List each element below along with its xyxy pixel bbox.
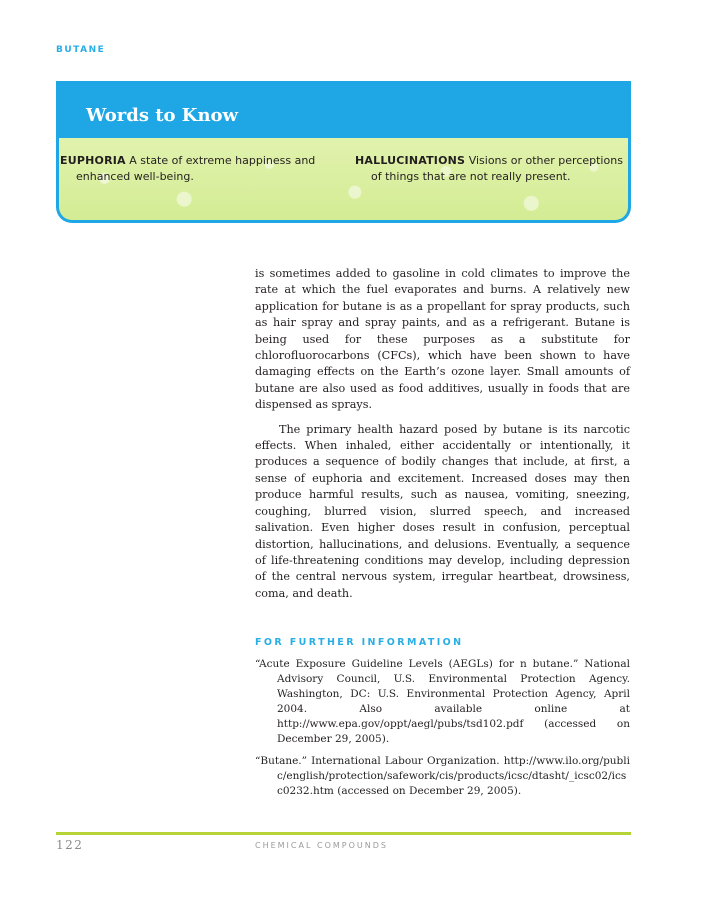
reference-text: “Acute Exposure Guideline Levels (AEGLs) for n butane.” National Advisory Council, U.S. Environmental Protection Agency. Washington, DC: U.S. Environmental Protection Agency, April 2004. Also available online at bbox=[255, 658, 630, 715]
body-paragraph: is sometimes added to gasoline in cold climates to improve the rate at which the fuel evaporates and burns. A relatively new application for butane is as a propellant for spray products, such as hair spray and spray paints, and as a refrigerant. Butane is being used for these purposes as a substitute for chlorofluorocarbons (CFCs), which have been shown to have damaging effects on the Earth’s ozone layer. Small amounts of butane are also used as food additives, usually in foods that are dispensed as sprays. bbox=[255, 267, 630, 412]
reference-item bbox=[255, 754, 630, 799]
references bbox=[255, 657, 630, 806]
reference-item bbox=[255, 657, 630, 747]
definition-euphoria bbox=[60, 153, 361, 185]
definition-text: Visions or other perceptions of things that are not really present. bbox=[371, 154, 623, 183]
words-to-know-box bbox=[56, 81, 631, 223]
reference-link[interactable]: http://www.epa.gov/oppt/aegl/pubs/tsd102.pdf bbox=[277, 718, 524, 730]
page-number: 122 bbox=[56, 838, 84, 852]
definition-text: A state of extreme happiness and enhanced well-being. bbox=[76, 154, 316, 183]
words-to-know-title: Words to Know bbox=[86, 105, 239, 126]
further-information-heading: FOR FURTHER INFORMATION bbox=[255, 637, 464, 648]
book-title: CHEMICAL COMPOUNDS bbox=[255, 841, 388, 850]
running-head: BUTANE bbox=[56, 45, 106, 55]
definition-term: EUPHORIA bbox=[60, 154, 126, 167]
reference-accessed: (accessed on December 29, 2005). bbox=[337, 785, 522, 797]
reference-text: “Butane.” International Labour Organization. bbox=[255, 755, 500, 767]
words-to-know-header bbox=[59, 81, 628, 138]
footer-rule bbox=[56, 832, 631, 835]
definition-hallucinations bbox=[355, 153, 631, 185]
body-text bbox=[255, 266, 630, 610]
definition-term: HALLUCINATIONS bbox=[355, 154, 466, 167]
reference-link[interactable]: http://www.ilo.org/public/english/protection/safework/cis/products/icsc/dtasht/_icsc02/icsc0232.htm bbox=[277, 755, 630, 797]
body-paragraph: The primary health hazard posed by butane is its narcotic effects. When inhaled, either accidentally or intentionally, it produces a sequence of bodily changes that include, at first, a sense of euphoria and excitement. Increased doses may then produce harmful results, such as nausea, vomiting, sneezing, coughing, blurred vision, slurred speech, and increased salivation. Even higher doses result in confusion, perceptual distortion, hallucinations, and delusions. Eventually, a sequence of life-threatening conditions may develop, including depression of the central nervous system, irregular heartbeat, drowsiness, coma, and death. bbox=[255, 422, 630, 600]
reference-accessed: (accessed on December 29, 2005). bbox=[277, 718, 631, 745]
